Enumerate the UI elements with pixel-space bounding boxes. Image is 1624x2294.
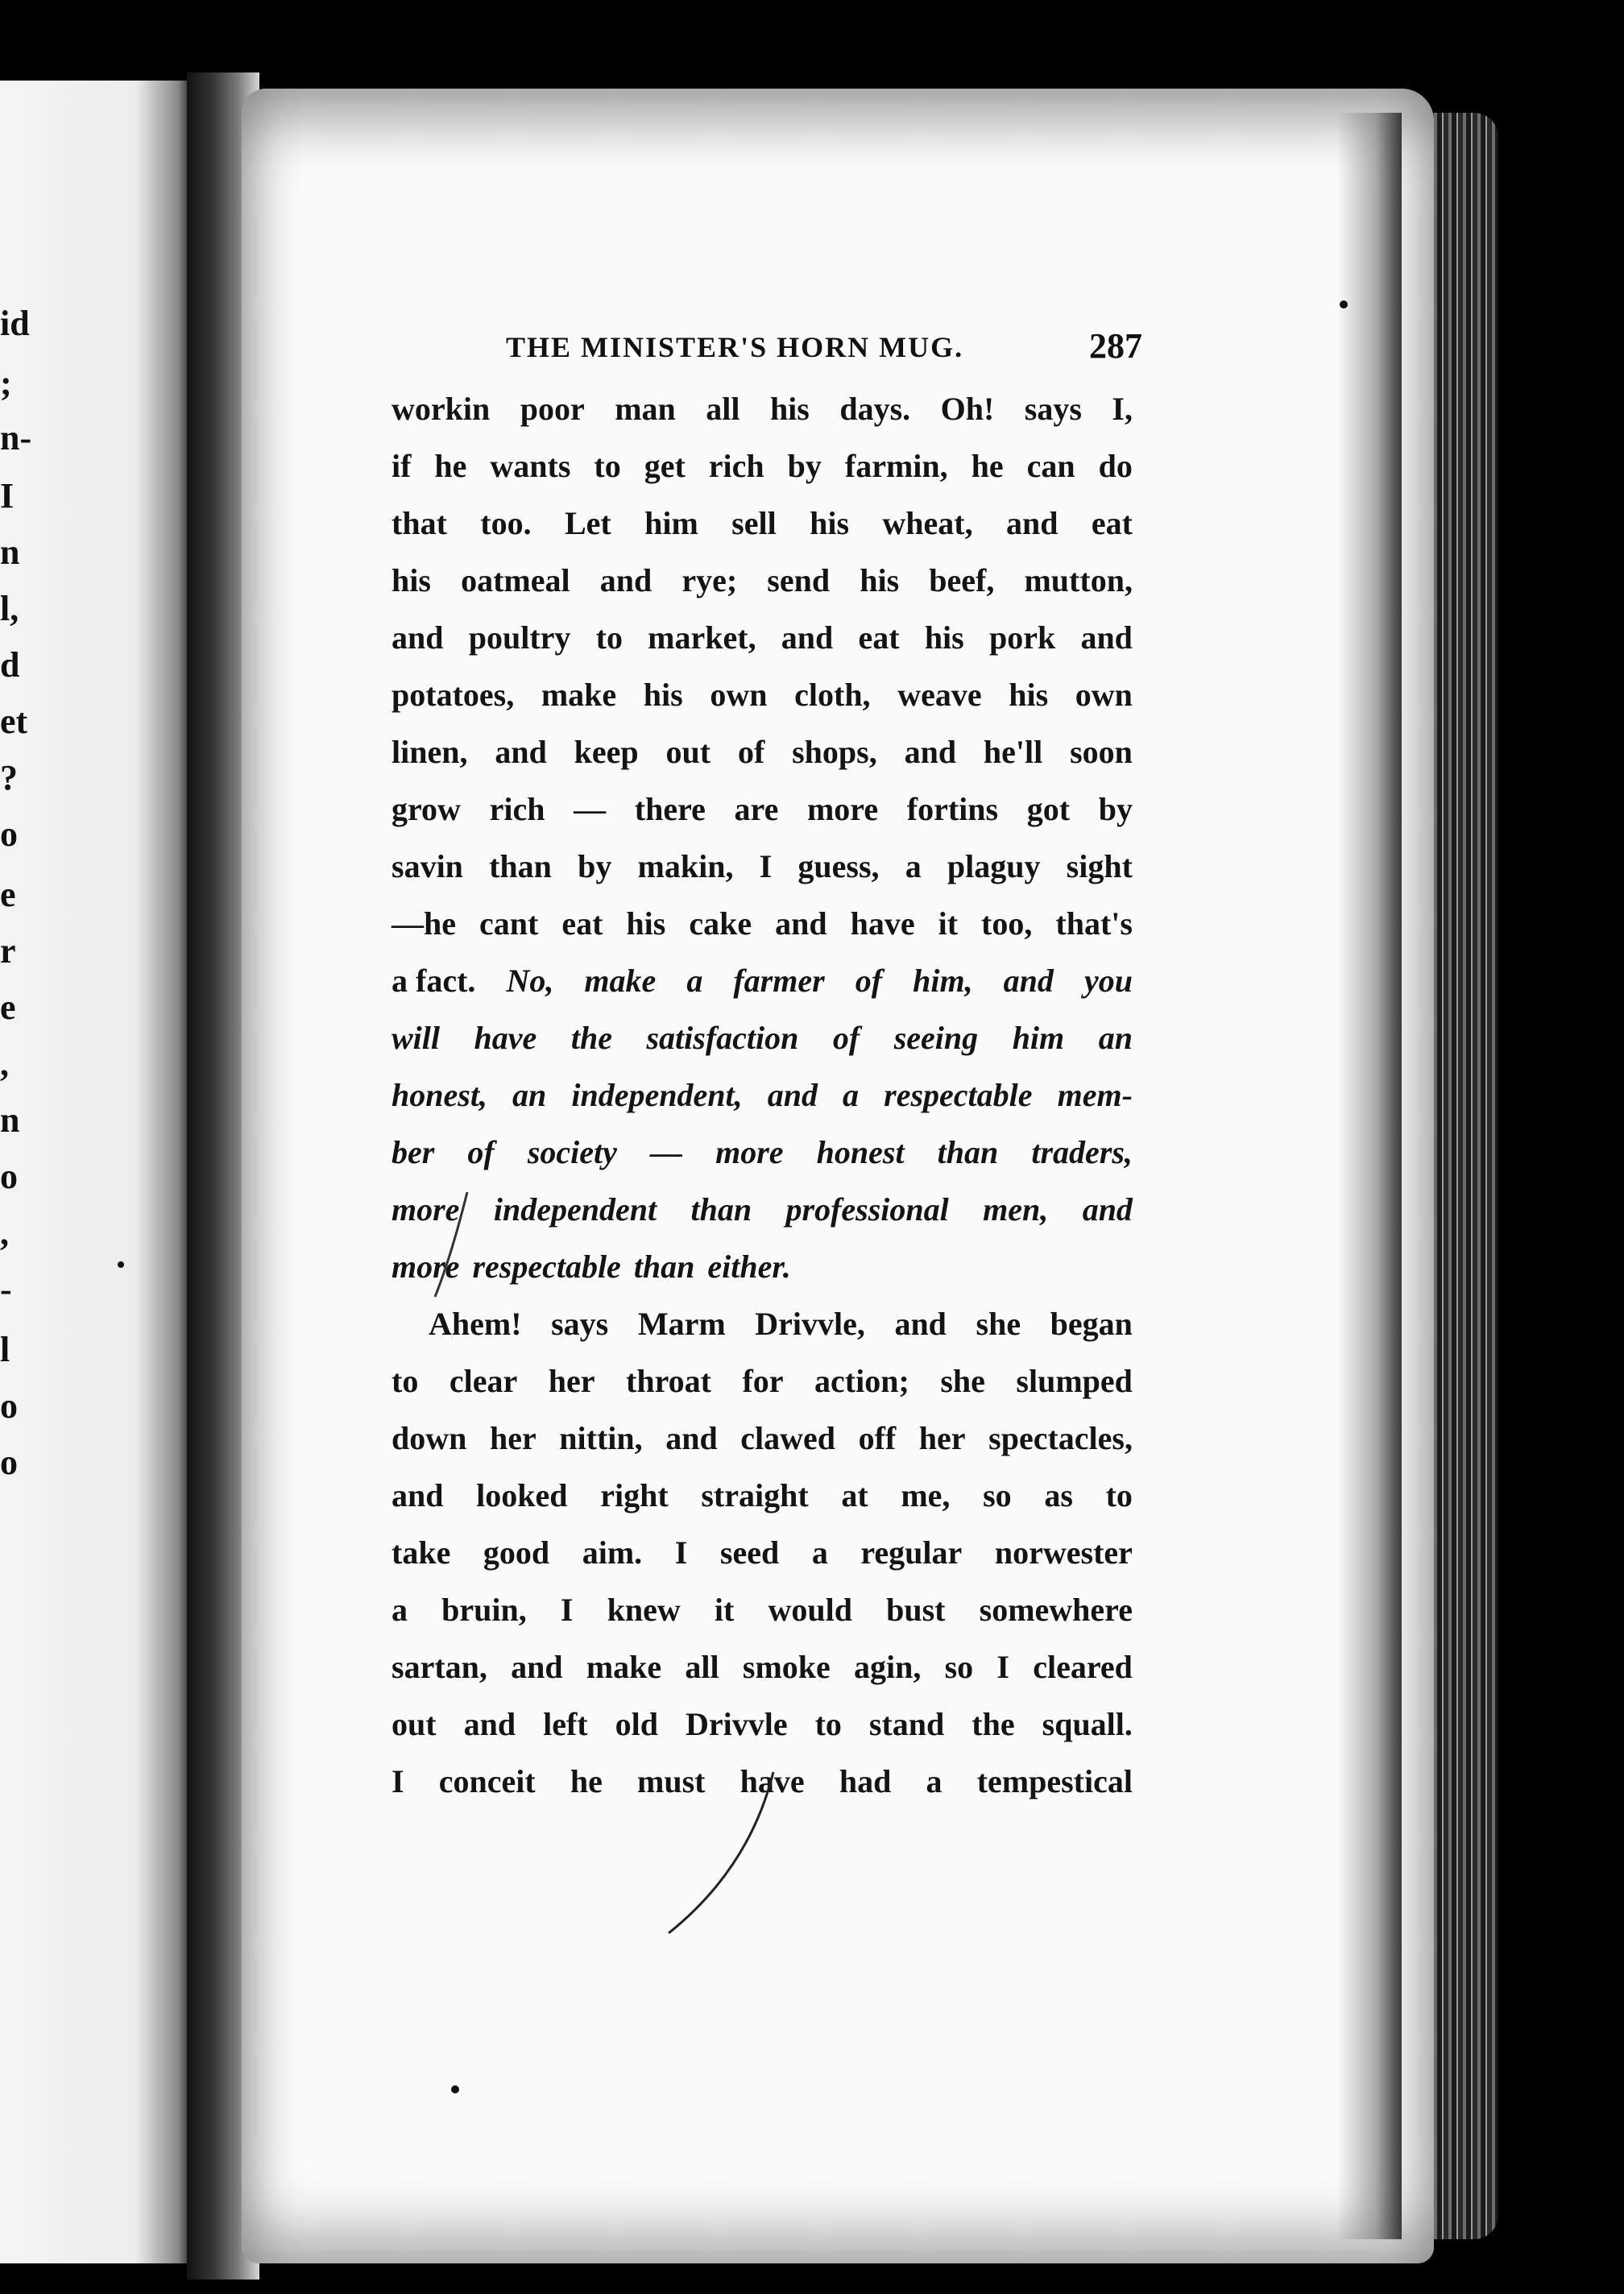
left-page-fragment-text: id [0,304,30,343]
text-line: ber of society — more honest than traders, [392,1134,1133,1170]
left-page-fragment-text: e [0,875,16,914]
text-line: to clear her throat for action; she slumped [392,1363,1133,1399]
text-line: a fact. No, make a farmer of him, and you [392,962,1133,1018]
page-number: 287 [1089,326,1142,366]
text-line: sartan, and make all smoke agin, so I cleared [392,1649,1133,1685]
left-page-fragment-text: d [0,645,20,685]
text-line: if he wants to get rich by farmin, he can do [392,448,1133,484]
page-edge-shadow [1337,113,1402,2239]
text-line: that too. Let him sell his wheat, and eat [392,505,1133,541]
page-header [506,325,1142,374]
text-line: out and left old Drivvle to stand the squall. [392,1706,1133,1742]
text-line: grow rich — there are more fortins got by [392,791,1133,827]
text-line: savin than by makin, I guess, a plaguy sight [392,848,1133,884]
left-page-fragment-text: r [0,931,16,971]
left-page-fragment-text: n [0,532,20,572]
left-page-fragment-text: o [0,814,18,854]
left-page-fragment-text: n [0,1100,20,1140]
text-line: potatoes, make his own cloth, weave his own [392,677,1133,713]
text-line: his oatmeal and rye; send his beef, mutton, [392,562,1133,598]
text-line: honest, an independent, and a respectable mem- [392,1077,1133,1113]
text-line: take good aim. I seed a regular norwester [392,1534,1133,1571]
left-page-fragment-text: l, [0,589,19,628]
text-line: —he cant eat his cake and have it too, that's [392,905,1133,942]
text-line: and poultry to market, and eat his pork and [392,619,1133,656]
text-line: linen, and keep out of shops, and he'll soon [392,734,1133,770]
text-line: more respectable than either. [392,1248,791,1285]
text-line: and looked right straight at me, so as to [392,1477,1133,1513]
left-page-fragment-text: et [0,702,28,741]
left-page-fragment [0,81,193,2263]
left-page-fragment-text: e [0,988,16,1027]
left-page-fragment-text: o [0,1443,18,1482]
text-segment-roman: a fact. [392,963,476,999]
left-page-fragment-text: o [0,1386,18,1426]
left-page-fragment-text: , [0,1044,9,1083]
left-page-fragment-text: l [0,1330,10,1369]
left-page-fragment-text: ? [0,758,18,797]
text-line: more independent than professional men, and [392,1191,1133,1228]
text-line: Ahem! says Marm Drivvle, and she began [429,1306,1133,1342]
text-line: a bruin, I knew it would bust somewhere [392,1592,1133,1628]
left-page-fragment-text: n- [0,418,32,458]
left-page-fragment-text: , [0,1213,9,1253]
running-title: THE MINISTER'S HORN MUG. [506,331,964,363]
left-page-fragment-text: ; [0,363,12,403]
text-line: workin poor man all his days. Oh! says I, [392,391,1133,427]
text-line: down her nittin, and clawed off her spectacles, [392,1420,1133,1456]
left-page-fragment-text: I [0,476,14,516]
text-line: will have the satisfaction of seeing him an [392,1020,1133,1056]
left-page-fragment-text: o [0,1157,18,1196]
text-line: I conceit he must have had a tempestical [392,1763,1133,1799]
left-page-fragment-text: - [0,1269,12,1309]
